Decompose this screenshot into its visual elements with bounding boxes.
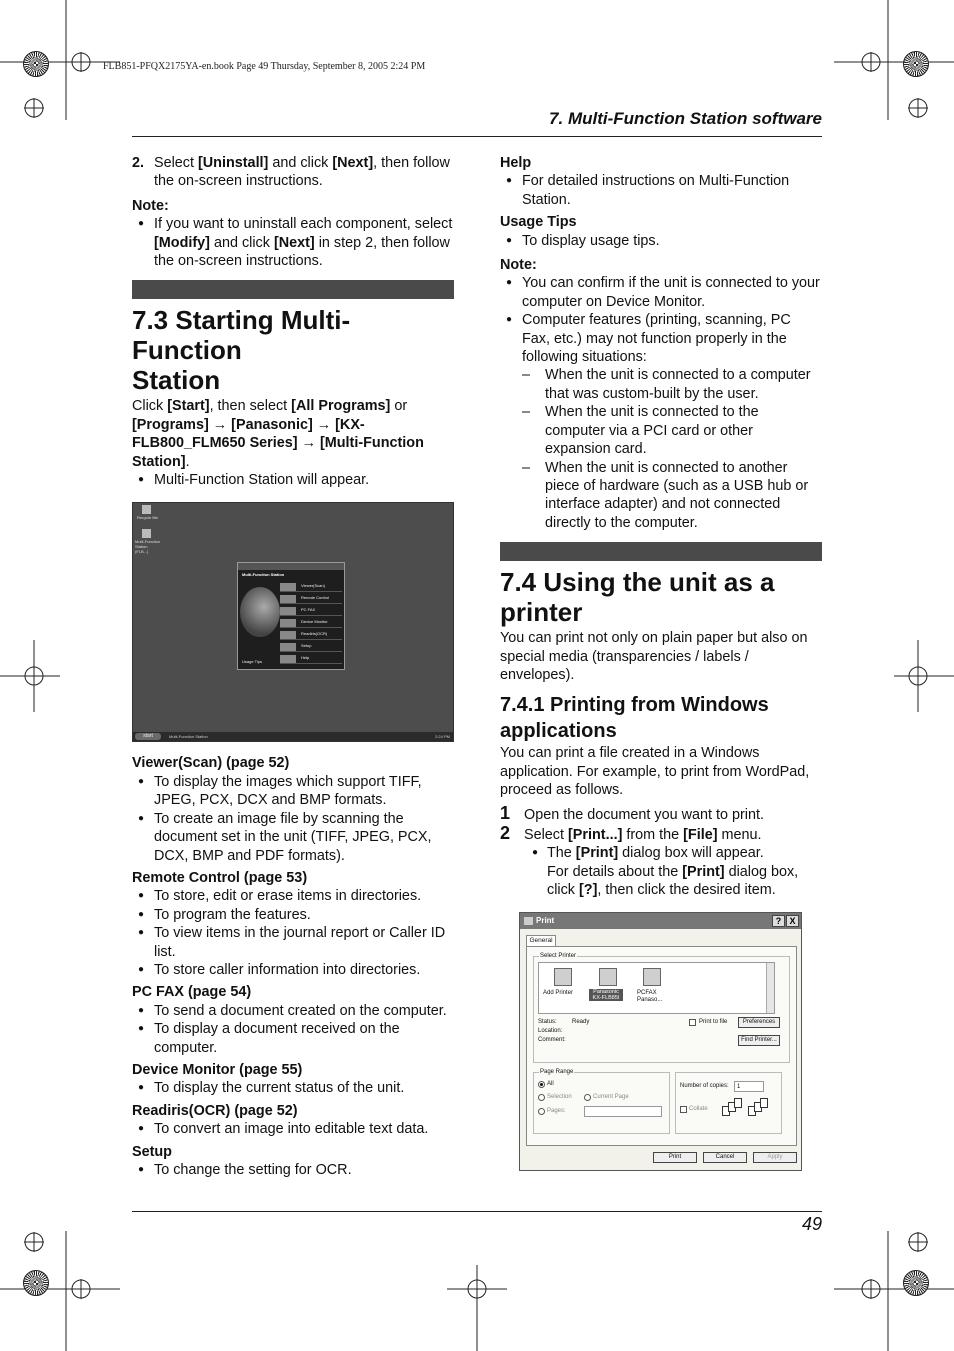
step-2 <box>500 822 822 844</box>
monitor-icon <box>280 619 296 627</box>
arrow: → <box>208 416 232 433</box>
arrow: → <box>297 435 320 452</box>
mfs-screenshot <box>132 502 454 742</box>
menu-item-readiris[interactable] <box>280 629 342 640</box>
all-programs-label: [All Programs] <box>291 398 391 415</box>
ocr-icon <box>280 631 296 639</box>
dash-item <box>500 403 822 458</box>
title-line: printer <box>500 597 583 628</box>
all-label: All <box>547 1080 554 1087</box>
desktop-label: Multi-Function Station (FLB...) <box>135 539 161 555</box>
text: dialog box, click <box>547 863 799 899</box>
text: and click <box>268 155 333 171</box>
menu-item-viewer[interactable] <box>280 581 342 592</box>
printer-icon <box>524 917 533 925</box>
step-number: 2. <box>132 155 145 171</box>
location-label: Location: <box>538 1027 563 1034</box>
title-line: 7.4.1 Printing from Windows <box>500 694 769 717</box>
mfs-titlebar <box>238 563 344 570</box>
text: or <box>390 398 408 415</box>
modify-label: [Modify] <box>154 234 210 251</box>
title-line: applications <box>500 720 617 743</box>
mfs-desktop-icon <box>142 529 151 538</box>
text: When the unit is connected to the computer via a PCI card or other expansion card. <box>545 404 759 458</box>
pages-label: Pages: <box>547 1107 566 1114</box>
usage-heading: Usage Tips <box>500 214 577 231</box>
print-label: [Print] <box>682 863 725 880</box>
pcfax-printer-icon[interactable] <box>643 968 661 986</box>
section-bar <box>500 542 822 561</box>
section-7-4-title <box>500 567 822 627</box>
left-column <box>132 154 454 1179</box>
mfs-window <box>237 562 345 670</box>
find-printer-button[interactable]: Find Printer... <box>738 1035 780 1046</box>
setup-icon <box>280 643 296 651</box>
menu-item-pcfax[interactable] <box>280 605 342 616</box>
page-range-group <box>533 1068 670 1134</box>
appear-bullet: ● Multi-Function Station will appear. <box>132 471 454 489</box>
dash-item <box>500 366 822 403</box>
dash: – <box>522 404 531 421</box>
pages-input[interactable] <box>584 1106 662 1117</box>
printer-name-selected: Panasonic KX-FLB85I <box>589 989 623 1001</box>
header-rule <box>132 136 822 137</box>
help-icon <box>280 655 296 663</box>
remote-bullet: ● To store, edit or erase items in directories. <box>132 887 454 905</box>
remote-bullet: ● To store caller information into directories. <box>132 961 454 979</box>
uninstall-label: [Uninstall] <box>198 155 269 171</box>
file-menu-label: [File] <box>683 826 718 843</box>
menu-label: Device Monitor <box>301 619 328 625</box>
pcfax-bullet: ● To send a document created on the computer. <box>132 1002 454 1020</box>
text: Select <box>524 826 568 843</box>
dash-item <box>500 459 822 533</box>
file-info-line: FLB851-PFQX2175YA-en.book Page 49 Thursday, September 8, 2005 2:24 PM <box>103 61 426 72</box>
readiris-heading: Readiris(OCR) (page 52) <box>132 1102 298 1119</box>
section-7-4-1-body: You can print a file created in a Windows application. For example, to print from WordPad, proceed as follows. <box>500 745 810 799</box>
arrow: → <box>312 416 336 433</box>
text: Click <box>132 398 168 415</box>
star-target-bottom-left <box>23 1270 49 1296</box>
page-number: 49 <box>801 1214 822 1234</box>
text: Select <box>154 155 198 171</box>
step-1 <box>500 802 822 824</box>
text: dialog box will appear. <box>618 845 764 862</box>
star-target-top-left <box>23 51 49 77</box>
copies-input[interactable]: 1 <box>734 1081 764 1092</box>
copies-group <box>675 1072 782 1134</box>
text: When the unit is connected to another piece of hardware (such as a USB hub or interface adapter) and not connected directly to the computer. <box>545 459 809 531</box>
series-label: [KX-FLB800_FLM650 Series] <box>132 416 365 452</box>
recycle-bin-icon <box>142 505 151 514</box>
star-target-top-right <box>903 51 929 77</box>
print-menu-label: [Print...] <box>568 826 623 843</box>
select-printer-group <box>533 952 790 1063</box>
print-dialog-screenshot <box>519 912 802 1171</box>
usage-tips-link[interactable]: Usage Tips <box>242 659 263 665</box>
right-column <box>500 154 822 1171</box>
current-page-radio[interactable] <box>584 1094 591 1101</box>
pages-radio[interactable] <box>538 1108 545 1115</box>
apply-button[interactable]: Apply <box>753 1152 797 1163</box>
preferences-button[interactable]: Preferences <box>738 1017 780 1028</box>
readiris-bullet: ● To convert an image into editable text data. <box>132 1120 454 1138</box>
pcfax-heading: PC FAX (page 54) <box>132 984 252 1001</box>
menu-label: Viewer(Scan) <box>301 583 325 589</box>
collate-label: Collate <box>689 1105 708 1112</box>
printer-name: Add Printer <box>543 989 574 996</box>
printer-list-scrollbar[interactable] <box>766 963 774 1013</box>
note-bullet: ● You can confirm if the unit is connected to your computer on Device Monitor. <box>500 274 822 311</box>
taskbar-item[interactable]: Multi-Function Station <box>169 734 208 740</box>
devmon-heading: Device Monitor (page 55) <box>132 1061 303 1078</box>
group-label: Page Range <box>540 1068 574 1075</box>
menu-item-remote[interactable] <box>280 593 342 604</box>
start-label: [Start] <box>167 398 210 415</box>
all-radio[interactable] <box>538 1081 545 1088</box>
section-7-4-1-title <box>500 692 822 744</box>
section-7-3-title <box>132 305 454 395</box>
status-value: Ready <box>572 1018 590 1025</box>
viewer-bullet: ● To display the images which support TIFF, JPEG, PCX, DCX and BMP formats. <box>132 773 454 810</box>
uninstall-step <box>132 154 454 191</box>
print-to-file-label: Print to file <box>699 1018 728 1025</box>
section-bar <box>132 280 454 299</box>
remote-bullet: ● To view items in the journal report or Caller ID list. <box>132 924 454 961</box>
viewer-heading: Viewer(Scan) (page 52) <box>132 755 290 772</box>
print-to-file-checkbox[interactable] <box>689 1019 696 1026</box>
collate-pages-icon <box>722 1098 770 1124</box>
collate-checkbox[interactable] <box>680 1106 687 1113</box>
help-button[interactable]: ? <box>772 915 785 927</box>
current-page-label: Current Page <box>593 1093 629 1100</box>
text: The <box>547 845 576 862</box>
text: in step 2, then follow the on-screen instructions. <box>154 234 450 270</box>
devmon-bullet: ● To display the current status of the unit. <box>132 1079 454 1097</box>
text: If you want to uninstall each component, select <box>154 216 453 233</box>
step-number: 2 <box>500 822 511 843</box>
selection-label: Selection <box>547 1093 572 1100</box>
running-head: 7. Multi-Function Station software <box>549 109 822 128</box>
text: Open the document you want to print. <box>524 806 764 823</box>
title-line: 7.3 Starting Multi-Function <box>132 305 351 366</box>
text: from the <box>622 826 684 843</box>
start-button[interactable]: start <box>135 733 161 740</box>
step-2-detail <box>500 863 822 900</box>
print-dialog-titlebar <box>520 913 801 929</box>
help-bullet: ● For detailed instructions on Multi-Function Station. <box>500 172 822 209</box>
note-bullet: ● Computer features (printing, scanning, PC Fax, etc.) may not function properly in the following situations: <box>500 311 822 366</box>
section-7-4-body: You can print not only on plain paper but also on special media (transparencies / labels / envelopes). <box>500 630 808 683</box>
mfs-orb-graphic <box>240 587 280 637</box>
menu-label: Readiris(OCR) <box>301 631 328 637</box>
text: For details about the <box>547 863 683 880</box>
fax-icon <box>280 607 296 615</box>
text: and click <box>209 234 274 251</box>
menu-label: Setup <box>301 643 312 649</box>
text: , then follow the on-screen instructions. <box>154 155 450 190</box>
help-label: [?] <box>578 882 598 899</box>
menu-label: Help <box>301 655 310 661</box>
group-label: Select Printer <box>540 952 577 959</box>
note-label: Note: <box>500 257 537 274</box>
viewer-icon <box>280 583 296 591</box>
desktop-label: Recycle Bin <box>137 515 159 521</box>
pcfax-bullet: ● To display a document received on the computer. <box>132 1020 454 1057</box>
copies-label: Number of copies: <box>680 1082 729 1089</box>
menu-label: Remote Control <box>301 595 330 601</box>
note-bullet <box>132 215 454 270</box>
viewer-bullet: ● To create an image file by scanning the document set in the unit (TIFF, JPEG, PCX, DCX, BMP and PDF formats). <box>132 810 454 865</box>
menu-item-setup[interactable] <box>280 641 342 652</box>
printer-list[interactable] <box>538 962 775 1014</box>
programs-label: [Programs] <box>132 416 209 433</box>
start-instructions <box>132 397 454 471</box>
setup-heading: Setup <box>132 1143 172 1160</box>
menu-item-help[interactable] <box>280 653 342 664</box>
panasonic-label: [Panasonic] <box>231 416 313 433</box>
text: When the unit is connected to a computer that was custom-built by the user. <box>545 367 811 402</box>
print-label: [Print] <box>575 845 619 862</box>
printer-name: PCFAX Panaso... <box>637 989 663 1003</box>
text: menu. <box>717 826 762 843</box>
note-label: Note: <box>132 197 169 214</box>
comment-label: Comment: <box>538 1036 566 1043</box>
help-heading: Help <box>500 155 532 171</box>
footer-rule <box>132 1211 822 1212</box>
menu-item-device-monitor[interactable] <box>280 617 342 628</box>
remote-heading: Remote Control (page 53) <box>132 869 308 886</box>
title-line: Station <box>132 365 221 396</box>
selection-radio[interactable] <box>538 1094 545 1101</box>
title-line: 7.4 Using the unit as a <box>500 567 775 598</box>
next-label: [Next] <box>273 234 315 251</box>
panasonic-printer-icon[interactable] <box>599 968 617 986</box>
setup-bullet: ● To change the setting for OCR. <box>132 1161 454 1179</box>
text: , then select <box>209 398 292 415</box>
print-button[interactable]: Print <box>653 1152 697 1163</box>
dash: – <box>522 459 531 476</box>
remote-bullet: ● To program the features. <box>132 906 454 924</box>
step-number: 1 <box>500 802 511 823</box>
usage-bullet: ● To display usage tips. <box>500 232 822 250</box>
mfs-window-title: Multi-Function Station <box>242 572 285 578</box>
print-dialog-title: Print <box>536 915 555 925</box>
menu-label: PC FAX <box>301 607 316 613</box>
add-printer-icon[interactable] <box>554 968 572 986</box>
mfs-label: [Multi-Function Station] <box>132 435 424 470</box>
step-2-bullet <box>500 844 822 862</box>
next-label: [Next] <box>332 155 374 171</box>
taskbar <box>133 732 453 741</box>
close-button[interactable]: X <box>786 915 799 927</box>
remote-icon <box>280 595 296 603</box>
status-label: Status: <box>538 1018 557 1025</box>
cancel-button[interactable]: Cancel <box>703 1152 747 1163</box>
text: . <box>185 453 190 470</box>
dash: – <box>522 367 531 384</box>
general-panel <box>526 946 797 1146</box>
text: , then click the desired item. <box>597 882 776 899</box>
tab-general[interactable]: General <box>526 935 556 946</box>
taskbar-clock: 2:24 PM <box>435 734 450 740</box>
star-target-bottom-right <box>903 1270 929 1296</box>
